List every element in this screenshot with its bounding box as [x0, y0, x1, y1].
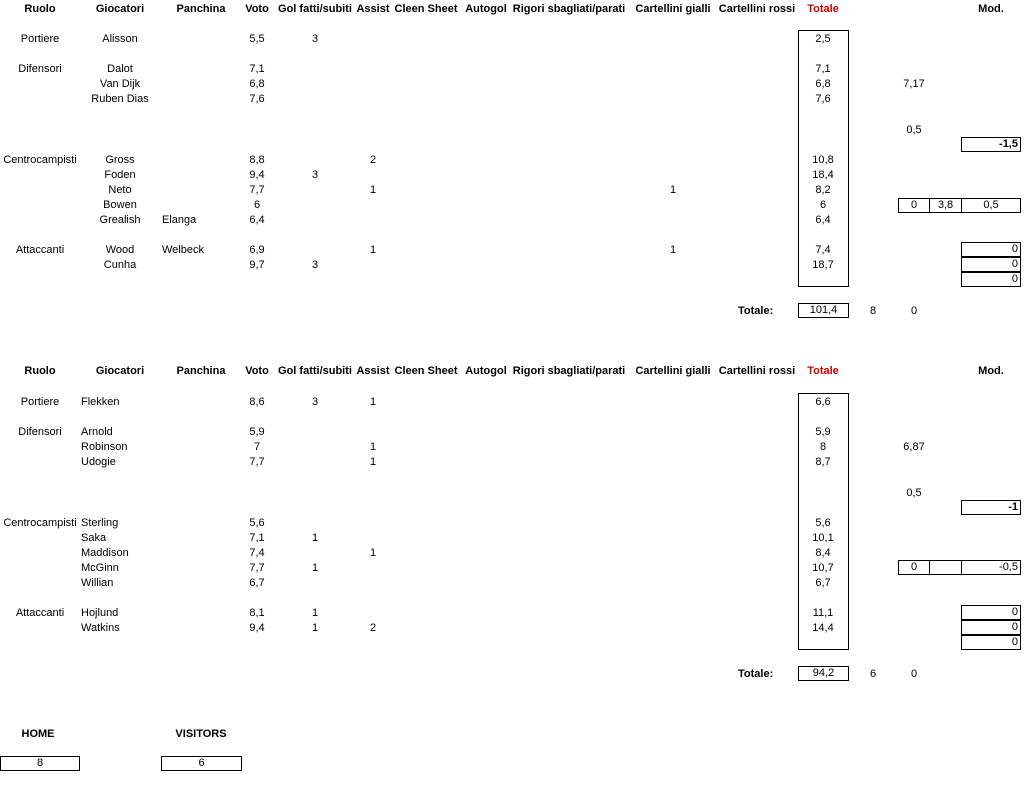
- player-totale: 6,6: [815, 396, 831, 408]
- player-bench: Welbeck: [162, 244, 204, 256]
- player-totale: 5,6: [815, 517, 831, 529]
- header-gol: Gol fatti/subiti: [278, 365, 352, 377]
- player-voto: 7,4: [249, 547, 265, 559]
- player-assist: 1: [369, 396, 377, 408]
- mid-box-2: [929, 560, 962, 575]
- mid-box-2: 3,8: [929, 198, 962, 213]
- att-box-1: 0: [961, 605, 1021, 620]
- player-gol: 1: [311, 532, 319, 544]
- team-extra: 0: [910, 305, 918, 317]
- player-assist: 1: [369, 441, 377, 453]
- player-name: Dalot: [107, 63, 133, 75]
- player-gol: 1: [311, 622, 319, 634]
- player-name: Van Dijk: [99, 78, 141, 90]
- player-voto: 6,8: [249, 78, 265, 90]
- mid-box-1: 0: [898, 560, 930, 575]
- mid-box-1: 0: [898, 198, 930, 213]
- header-assist: Assist: [356, 3, 390, 15]
- att-box-2: 0: [961, 257, 1021, 272]
- player-totale: 10,8: [812, 154, 834, 166]
- role-centrocampisti: Centrocampisti: [3, 154, 77, 166]
- player-gol: 1: [311, 562, 319, 574]
- att-box-2: 0: [961, 620, 1021, 635]
- player-voto: 6: [253, 199, 261, 211]
- player-name: Bowen: [103, 199, 137, 211]
- header-autogol: Autogol: [465, 3, 507, 15]
- player-name: Sterling: [81, 517, 119, 529]
- header-panchina: Panchina: [176, 3, 226, 15]
- header-rossi: Cartellini rossi: [718, 365, 796, 377]
- player-totale: 6: [819, 199, 827, 211]
- totale-label: Totale:: [738, 305, 774, 317]
- player-name: Hojlund: [81, 607, 119, 619]
- role-portiere: Portiere: [20, 396, 60, 408]
- player-voto: 5,6: [249, 517, 265, 529]
- role-attaccanti: Attaccanti: [15, 607, 65, 619]
- player-name: Flekken: [81, 396, 120, 408]
- player-totale: 2,5: [815, 33, 831, 45]
- player-voto: 7,7: [249, 456, 265, 468]
- player-totale: 18,4: [812, 169, 834, 181]
- player-name: Arnold: [81, 426, 113, 438]
- player-assist: 2: [369, 154, 377, 166]
- mod-total-box: -1: [961, 500, 1021, 515]
- player-totale: 18,7: [812, 259, 834, 271]
- player-name: Cunha: [103, 259, 137, 271]
- player-voto: 8,1: [249, 607, 265, 619]
- player-name: Maddison: [81, 547, 129, 559]
- player-voto: 7: [253, 441, 261, 453]
- player-voto: 5,5: [249, 33, 265, 45]
- header-gialli: Cartellini gialli: [635, 3, 711, 15]
- player-totale: 6,4: [815, 214, 831, 226]
- header-voto: Voto: [245, 3, 269, 15]
- role-portiere: Portiere: [20, 33, 60, 45]
- player-voto: 6,7: [249, 577, 265, 589]
- header-ruolo: Ruolo: [24, 3, 56, 15]
- header-giocatori: Giocatori: [95, 365, 145, 377]
- player-assist: 2: [369, 622, 377, 634]
- mod-half: 0,5: [906, 487, 922, 499]
- att-box-3: 0: [961, 635, 1021, 650]
- header-assist: Assist: [356, 365, 390, 377]
- player-assist: 1: [369, 244, 377, 256]
- player-gialli: 1: [669, 184, 677, 196]
- header-totale: Totale: [807, 3, 839, 15]
- role-attaccanti: Attaccanti: [15, 244, 65, 256]
- header-voto: Voto: [245, 365, 269, 377]
- player-name: Willian: [81, 577, 114, 589]
- header-rossi: Cartellini rossi: [718, 3, 796, 15]
- player-gol: 3: [311, 396, 319, 408]
- player-name: Ruben Dias: [91, 93, 149, 105]
- player-name: Grealish: [99, 214, 141, 226]
- visitors-score-box: 6: [161, 756, 242, 771]
- player-name: McGinn: [81, 562, 119, 574]
- header-rigori: Rigori sbagliati/parati: [512, 3, 626, 15]
- player-gol: 3: [311, 259, 319, 271]
- player-name: Foden: [104, 169, 136, 181]
- header-totale: Totale: [807, 365, 839, 377]
- mod-half: 0,5: [906, 124, 922, 136]
- mid-box-3: -0,5: [961, 560, 1021, 575]
- player-gol: 3: [311, 33, 319, 45]
- player-totale: 8,4: [815, 547, 831, 559]
- player-gol: 3: [311, 169, 319, 181]
- header-panchina: Panchina: [176, 365, 226, 377]
- role-difensori: Difensori: [18, 63, 62, 75]
- player-voto: 6,9: [249, 244, 265, 256]
- player-voto: 8,6: [249, 396, 265, 408]
- player-name: Udogie: [81, 456, 116, 468]
- player-totale: 8: [819, 441, 827, 453]
- player-totale: 8,2: [815, 184, 831, 196]
- totale-value-box: 94,2: [798, 666, 849, 681]
- player-voto: 5,9: [249, 426, 265, 438]
- player-voto: 9,4: [249, 622, 265, 634]
- mid-box-3: 0,5: [961, 198, 1021, 213]
- player-name: Saka: [81, 532, 107, 544]
- player-name: Gross: [105, 154, 135, 166]
- header-ruolo: Ruolo: [24, 365, 56, 377]
- player-voto: 7,7: [249, 562, 265, 574]
- header-giocatori: Giocatori: [95, 3, 145, 15]
- visitors-label: VISITORS: [175, 728, 227, 740]
- player-voto: 8,8: [249, 154, 265, 166]
- player-totale: 7,1: [815, 63, 831, 75]
- player-name: Watkins: [81, 622, 120, 634]
- player-totale: 6,7: [815, 577, 831, 589]
- player-gol: 1: [311, 607, 319, 619]
- player-voto: 9,7: [249, 259, 265, 271]
- player-totale: 14,4: [812, 622, 834, 634]
- mod-total-box: -1,5: [961, 137, 1021, 152]
- player-assist: 1: [369, 547, 377, 559]
- player-name: Alisson: [102, 33, 138, 45]
- header-rigori: Rigori sbagliati/parati: [512, 365, 626, 377]
- player-name: Wood: [105, 244, 135, 256]
- mod-average: 7,17: [903, 78, 925, 90]
- header-clean-sheet: Cleen Sheet: [394, 3, 458, 15]
- player-totale: 6,8: [815, 78, 831, 90]
- player-totale: 5,9: [815, 426, 831, 438]
- team-extra: 0: [910, 668, 918, 680]
- role-difensori: Difensori: [18, 426, 62, 438]
- player-totale: 7,4: [815, 244, 831, 256]
- att-box-3: 0: [961, 272, 1021, 287]
- header-gialli: Cartellini gialli: [635, 365, 711, 377]
- header-autogol: Autogol: [465, 365, 507, 377]
- role-centrocampisti: Centrocampisti: [3, 517, 77, 529]
- player-totale: 7,6: [815, 93, 831, 105]
- player-assist: 1: [369, 184, 377, 196]
- player-bench: Elanga: [162, 214, 197, 226]
- player-voto: 9,4: [249, 169, 265, 181]
- totale-value-box: 101,4: [798, 303, 849, 318]
- header-gol: Gol fatti/subiti: [278, 3, 352, 15]
- player-voto: 7,1: [249, 532, 265, 544]
- att-box-1: 0: [961, 242, 1021, 257]
- player-name: Robinson: [81, 441, 128, 453]
- mod-average: 6,87: [903, 441, 925, 453]
- home-label: HOME: [21, 728, 55, 740]
- player-voto: 7,6: [249, 93, 265, 105]
- player-voto: 7,7: [249, 184, 265, 196]
- player-voto: 6,4: [249, 214, 265, 226]
- player-totale: 11,1: [812, 607, 834, 619]
- home-score-box: 8: [0, 756, 80, 771]
- totale-label: Totale:: [738, 668, 774, 680]
- team-goals: 8: [869, 305, 877, 317]
- player-totale: 10,7: [812, 562, 834, 574]
- player-gialli: 1: [669, 244, 677, 256]
- player-voto: 7,1: [249, 63, 265, 75]
- header-mod: Mod.: [978, 3, 1004, 15]
- player-name: Neto: [108, 184, 132, 196]
- header-mod: Mod.: [978, 365, 1004, 377]
- player-totale: 8,7: [815, 456, 831, 468]
- player-assist: 1: [369, 456, 377, 468]
- player-totale: 10,1: [812, 532, 834, 544]
- header-clean-sheet: Cleen Sheet: [394, 365, 458, 377]
- team-goals: 6: [869, 668, 877, 680]
